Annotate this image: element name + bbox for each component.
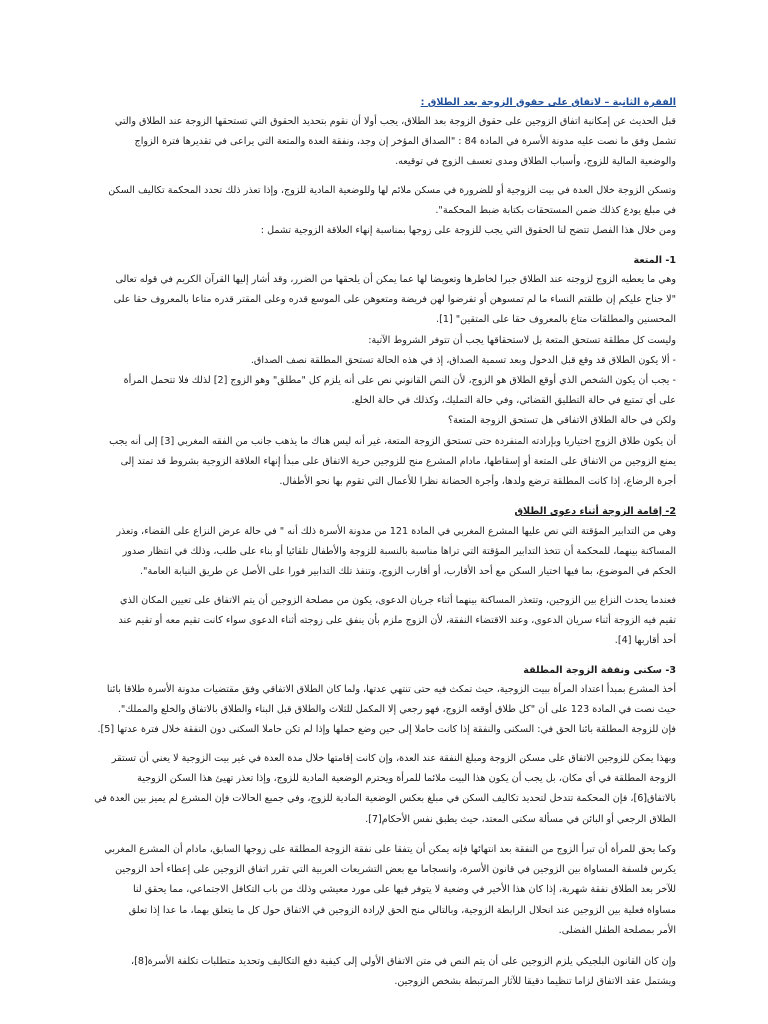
section-1-paragraph bbox=[86, 270, 676, 432]
text-line: وهي من التدابير المؤقتة التي نص عليها المشرع المغربي في المادة 121 من مدونة الأسرة ذلك أنه " في حالة عرض النزاع على القضاء، وتعذر bbox=[116, 526, 676, 537]
text-line: قبل الحديث عن إمكانية اتفاق الزوجين على حقوق الزوجة بعد الطلاق، يجب أولا أن نقوم بتحديد الحقوق التي تستحقها الزوجة عند الطلاق والتي bbox=[114, 116, 676, 127]
section-2-followup bbox=[86, 591, 676, 652]
closing-paragraph bbox=[86, 952, 676, 992]
text-line: المساكنة بينهما، للمحكمة أن تتخذ التدابير المؤقتة التي تراها مناسبة بالنسبة للزوجة والأطفال تلقائيا أو بناء على طلب، وذلك في انتظار صدور bbox=[122, 546, 676, 558]
text-line: ومن خلال هذا الفصل تتضح لنا الحقوق التي يجب للزوجة على زوجها بمناسبة إنهاء العلاقة الزوجية تشمل : bbox=[260, 225, 676, 237]
text-line: وليست كل مطلقة تستحق المتعة بل لاستحقاقها يجب أن تتوفر الشروط الآتية: bbox=[368, 334, 676, 346]
text-line: أخذ المشرع بمبدأ اعتداد المرأة ببيت الزوجية، حيث تمكث فيه حتى تنتهي عدتها، ولما كان الطلاق الاتفاقي وفق مقتضيات مدونة الأسرة طلاقا بائنا bbox=[106, 684, 676, 695]
text-line: الحكم في الموضوع، بما فيها اختيار السكن مع أحد الأقارب، أو أقارب الزوج، وتنفذ تلك التدابير فورا على الأصل عن طريق النيابة العامة". bbox=[139, 566, 676, 578]
text-line: ولكن في حالة الطلاق الاتفاقي هل تستحق الزوجة المتعة؟ bbox=[448, 415, 676, 427]
text-line: فعندما يحدث النزاع بين الزوجين، وتتعذر المساكنة بينهما أثناء جريان الدعوى، يكون من مصلحة الزوجين أن يتم الاتفاق على تعيين المكان الذي bbox=[120, 595, 676, 606]
text-line: - يجب أن يكون الشخص الذي أوقع الطلاق هو الزوج، لأن النص القانوني نص على أنه يلزم كل "مطلق" وهو الزوج [2] لذلك فلا تتحمل المرأة bbox=[123, 375, 676, 387]
text-line: على أي تمتيع في حالة التطليق القضائي، وفي حالة التمليك، وكذلك في حالة الخلع. bbox=[351, 395, 676, 407]
text-line: الطلاق الرجعي أو البائن في مسألة سكنى المعتد، حيث يطبق نفس الأحكام[7]. bbox=[365, 813, 676, 825]
text-line: - ألا يكون الطلاق قد وقع قبل الدخول وبعد تسمية الصداق، إذ في هذه الحالة تستحق المطلقة نصف الصداق. bbox=[250, 354, 676, 366]
text-line: وبهذا يمكن للزوجين الاتفاق على مسكن الزوجة ومبلغ النفقة عند العدة، وإن كانت إقامتها خلال مدة العدة في غير بيت الزوجية لا يعني أن تستقر bbox=[111, 753, 676, 764]
text-line: يمنع الزوجين من الاتفاق على المتعة أو إسقاطها، مادام المشرع منح للزوجين حرية الاتفاق على مبدأ إنهاء العلاقة الزوجية بشروط قد تمتد إلى bbox=[120, 456, 676, 468]
text-line: المحسنين والمطلقات متاع بالمعروف حقا على المتقين" [1]. bbox=[436, 314, 676, 326]
text-line: ويشتمل عقد الاتفاق لزاما تنظيما دقيقا للآثار المرتبطة بشخص الزوجين. bbox=[394, 976, 676, 988]
text-line: أن يكون طلاق الزوج اختياريا وبإرادته المنفردة حتى تستحق الزوجة المتعة، غير أنه ليس هناك ما يذهب جانب من الفقه المغربي [3] إلى أنه يجب bbox=[109, 436, 676, 447]
text-line: مساواة فعلية بين الزوجين عند انحلال الرابطة الزوجية، وبالتالي منح الحق لإرادة الزوجين في الاتفاق حول كل ما يتعلق بهما، ما عدا إذا تعلق bbox=[128, 904, 676, 916]
text-line: وهي ما يعطيه الزوج لزوجته عند الطلاق جبرا لخاطرها وتعويضا لها عما يمكن أن يلحقها من الضرر، وقد أشار إليها القرآن الكريم في قوله تعالى bbox=[115, 274, 676, 285]
intro-paragraph bbox=[86, 112, 676, 173]
text-line: في مبلغ يودع كذلك ضمن المستحقات بكتابة ضبط المحكمة". bbox=[435, 205, 676, 217]
text-line: حيث نصت في المادة 123 على أن "كل طلاق أوقعه الزوج، فهو رجعي إلا المكمل للثلاث والطلاق قبل البناء والطلاق بالاتفاق والخلع والمملك". bbox=[117, 704, 676, 716]
section-2-heading: 2- إقامة الزوجة أثناء دعوى الطلاق bbox=[514, 506, 676, 517]
text-line: يكرس فلسفة المساواة بين الزوجين في قانون الأسرة، وانسجاما مع بعض التشريعات العربية التي تقرر اتفاق الزوجين على إعطاء أحد الزوجين bbox=[115, 864, 676, 876]
text-line: الأمر بمصلحة الطفل الفضلى. bbox=[558, 924, 676, 936]
text-line: وإن كان القانون البلجيكي يلزم الزوجين على أن يتم النص في متن الاتفاق الأولي إلى كيفية دفع التكاليف وتحديد متطلبات تكلفة الأسرة[8]، bbox=[130, 956, 676, 967]
section-3-paragraph bbox=[86, 680, 676, 741]
text-line: للآخر بعد الطلاق نفقة شهرية، إذا كان هذا الأخير في وضعية لا يتوفر فيها على مورد معيشي وذلك من باب التكافل الاجتماعي، مما يحقق لنا bbox=[132, 884, 676, 896]
section-3-heading-block bbox=[86, 661, 676, 681]
housing-paragraph bbox=[86, 181, 676, 242]
text-line: أجرة الرضاع، إذا كانت المطلقة ترضع ولدها، وأجرة الحضانة نظرا للأعمال التي تقوم بها نحو الأطفال. bbox=[279, 476, 676, 488]
text-line: فإن للزوجة المطلقة بائنا الحق في: السكنى والنفقة إذا كانت حاملا إلى حين وضع حملها وإذا لم تكن حاملا السكنى دون النفقة خلال فترة عدتها [5]. bbox=[97, 724, 676, 736]
text-line: "لا جناح عليكم إن طلقتم النساء ما لم تمسوهن أو تفرضوا لهن فريضة ومتعوهن على الموسع قدره وعلى المقتر قدره متاعا بالمعروف حقا على bbox=[113, 294, 676, 306]
text-line: تشمل وفق ما نصت عليه مدونة الأسرة في المادة 84 : "الصداق المؤخر إن وجد، ونفقة العدة والمتعة التي يراعى في تقديرها فترة الزواج bbox=[134, 136, 676, 148]
text-line: بالاتفاق[6]، فإن المحكمة تتدخل لتحديد تكاليف السكن في مبلغ بعكس الوضعية المادية للزوج، وفي جميع الحالات فإن المشرع لم يميز بين العدة في bbox=[94, 793, 676, 805]
section-title-block bbox=[86, 93, 676, 113]
text-line: تقيم فيه الزوجة أثناء سريان الدعوى، وعند الاقتضاء النفقة، لأن الزوج ملزم بأن ينفق على زوجته أثناء الدعوى سواء كانت تقيم معه أو تقيم عند bbox=[118, 615, 676, 627]
section-2-heading-block bbox=[86, 502, 676, 522]
text-line: أحد أقاربها [4]. bbox=[614, 635, 676, 647]
section-1-heading-block bbox=[86, 251, 676, 271]
text-line: وتسكن الزوجة خلال العدة في بيت الزوجية أو للضرورة في مسكن ملائم لها وللوضعية المادية للزوج، وإذا تعذر ذلك تحدد المحكمة تكاليف السكن bbox=[108, 185, 676, 196]
text-line: وكما يحق للمرأة أن تبرأ الزوج من النفقة بعد انتهائها فإنه يمكن أن يتفقا على نفقة الزوجة المطلقة على زوجها السابق، مادام أن المشرع المغربي bbox=[104, 844, 676, 855]
section-2-paragraph bbox=[86, 522, 676, 583]
text-line: الزوجة المطلقة في أي مكان، بل يجب أن يكون هذا البيت ملائما للمرأة ويحترم الوضعية المادية للزوج، وإذا تعذر تهيئ هذا السكن الزوجية bbox=[137, 773, 676, 785]
section-3-heading: 3- سكنى ونفقة الزوجة المطلقة bbox=[523, 665, 676, 676]
section-1-answer bbox=[86, 432, 676, 493]
section-3-more bbox=[86, 749, 676, 830]
section-3-final bbox=[86, 840, 676, 941]
section-title: الفقرة الثانية – لاتفاق على حقوق الزوجة بعد الطلاق : bbox=[420, 97, 676, 108]
section-1-heading: 1- المتعة bbox=[633, 255, 676, 266]
text-line: والوضعية المالية للزوج، وأسباب الطلاق ومدى تعسف الزوج في توقيعه. bbox=[395, 156, 676, 168]
